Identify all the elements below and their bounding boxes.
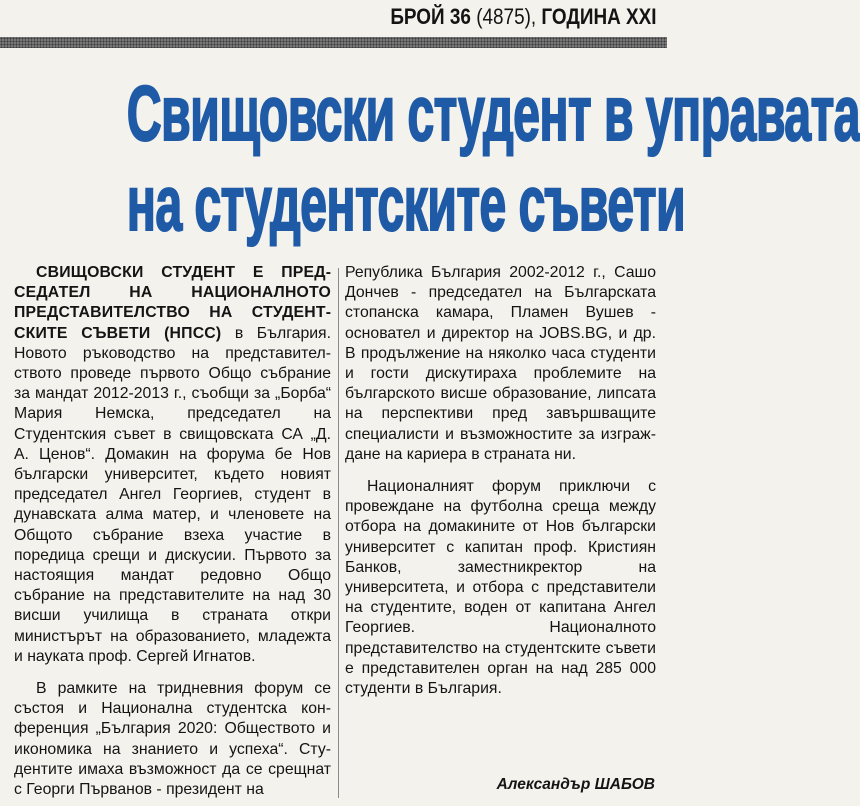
article-headline <box>0 68 860 248</box>
article-lead: СВИЩОВСКИ СТУДЕНТ Е ПРЕДСЕДАТЕЛ НА НАЦИОНАЛНОТО ПРЕДСТАВИТЕЛСТВО НА СТУДЕНТСКИТЕ СЪВЕТИ (НПСС) <box>14 264 331 342</box>
article-column-right <box>345 263 656 699</box>
issue-masthead <box>391 4 657 30</box>
article-paragraph-1 <box>14 263 331 667</box>
headline-line-1: Свищовски студент в управата <box>126 69 860 157</box>
issue-label: БРОЙ 36 <box>390 4 472 29</box>
headline-line-2: на студентските съвети <box>126 159 686 247</box>
header-rule <box>0 37 667 48</box>
issue-number: (4875), <box>476 4 537 29</box>
article-lead-tail: в България. Новото ръководство на представителството проведе първото Общо събрание за мандат 2012-2013 г., съобщи за „Борба“ Мария Немска, председател на Студентския съвет в свищовската СА „Д. А. Ценов“. Домакин на форума бе Нов български университет, където новият председател Ангел Георгиев, студент в дунавската алма матер, и членовете на Общото събрание взеха участие в поредица срещи и дискусии. Първото за настоящия мандат редовно Общо събрание на представителите на над 30 висши училища в страната откри министърът на образованието, младежта и науката проф. Сергей Игнатов. <box>14 324 331 665</box>
article-paragraph-3: Националният форум приключи с провеждане на футболна среща между отбора на домакините от Нов български университет с капитан проф. Кристиян Банков, заместникректор на университета, и отбора с представители на студентите, воден от капитана Ангел Георгиев. Националното представителство на студентските съвети е представителен орган на над 285 000 студенти в България. <box>345 478 656 698</box>
article-paragraph-2-continued: Република България 2002-2012 г., Сашо Дончев - председател на Българската стопанска камара, Пламен Вушев - основател и директор на JOBS.BG, и др. В продължение на няколко часа студенти и гости дискутираха проблемите на българското висше образование, липсата на перспективи пред завършващите специалисти и възможностите за изграждане на кариера в страната ни. <box>345 264 656 463</box>
issue-year: ГОДИНА XXI <box>541 4 657 29</box>
column-divider <box>338 268 339 798</box>
article-column-left <box>14 263 331 800</box>
article-paragraph-2: В рамките на тридневния форум се състоя и Национална студентска конференция „България 2020: Обществото и икономика на знанието и успеха“. Студентите имаха възможност да се срещнат с Георги Първанов - президент на <box>14 680 331 799</box>
article-author: Александър ШАБОВ <box>496 776 655 793</box>
